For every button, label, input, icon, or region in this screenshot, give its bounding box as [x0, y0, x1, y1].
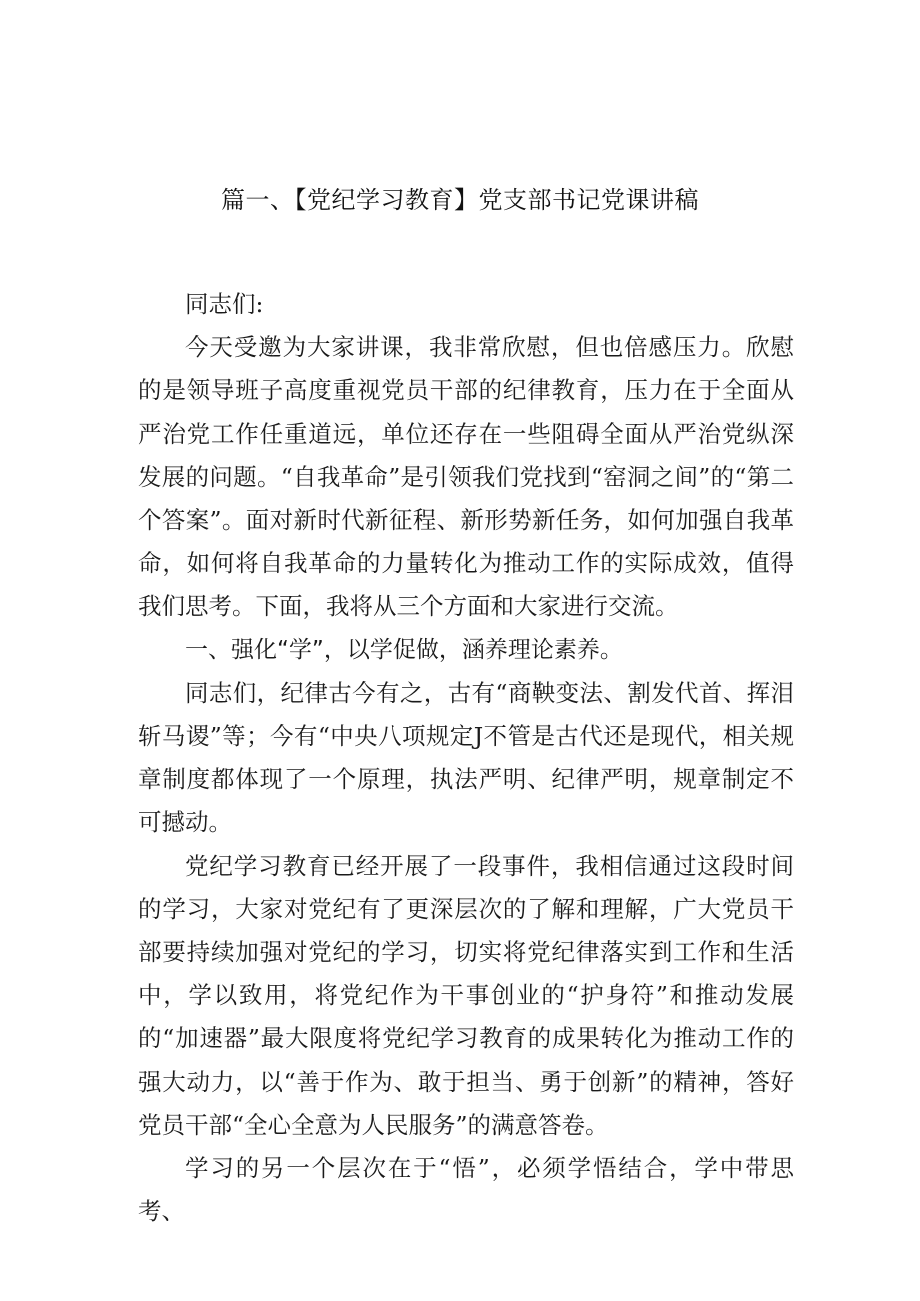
section-heading: 一、强化“学”，以学促做，涵养理论素养。 [185, 636, 623, 663]
paragraph-intro: 今天受邀为大家讲课，我非常欣慰，但也倍感压力。欣慰的是领导班子高度重视党员干部的纪律教育，压力在于全面从严治党工作任重道远，单位还存在一些阻碍全面从严治党纵深发展的问题。“自我革命”是引领我们党找到“窑洞之间”的“第二个答案”。面对新时代新征程、新形势新任务，如何加强自我革命，如何将自我革命的力量转化为推动工作的实际成效，值得我们思考。下面，我将从三个方面和大家进行交流。 [138, 333, 794, 621]
document-body [138, 283, 794, 1233]
salutation: 同志们: [185, 290, 264, 318]
document-title: 篇一、【党纪学习教育】党支部书记党课讲稿 [221, 186, 699, 214]
paragraph-education: 党纪学习教育已经开展了一段事件，我相信通过这段时间的学习，大家对党纪有了更深层次的了解和理解，广大党员干部要持续加强对党纪的学习，切实将党纪律落实到工作和生活中，学以致用，将党纪作为干事创业的“护身符”和推动发展的“加速器”最大限度将党纪学习教育的成果转化为推动工作的强大动力，以“善于作为、敢于担当、勇于创新”的精神，答好党员干部“全心全意为人民服务”的满意答卷。 [138, 851, 794, 1139]
paragraph-discipline: 同志们，纪律古今有之，古有“商鞅变法、割发代首、挥泪斩马谡”等；今有“中央八项规定J不管是古代还是现代，相关规章制度都体现了一个原理，执法严明、纪律严明，规章制定不可撼动。 [138, 678, 794, 837]
paragraph-understanding: 学习的另一个层次在于“悟”，必须学悟结合，学中带思考、 [138, 1154, 794, 1226]
